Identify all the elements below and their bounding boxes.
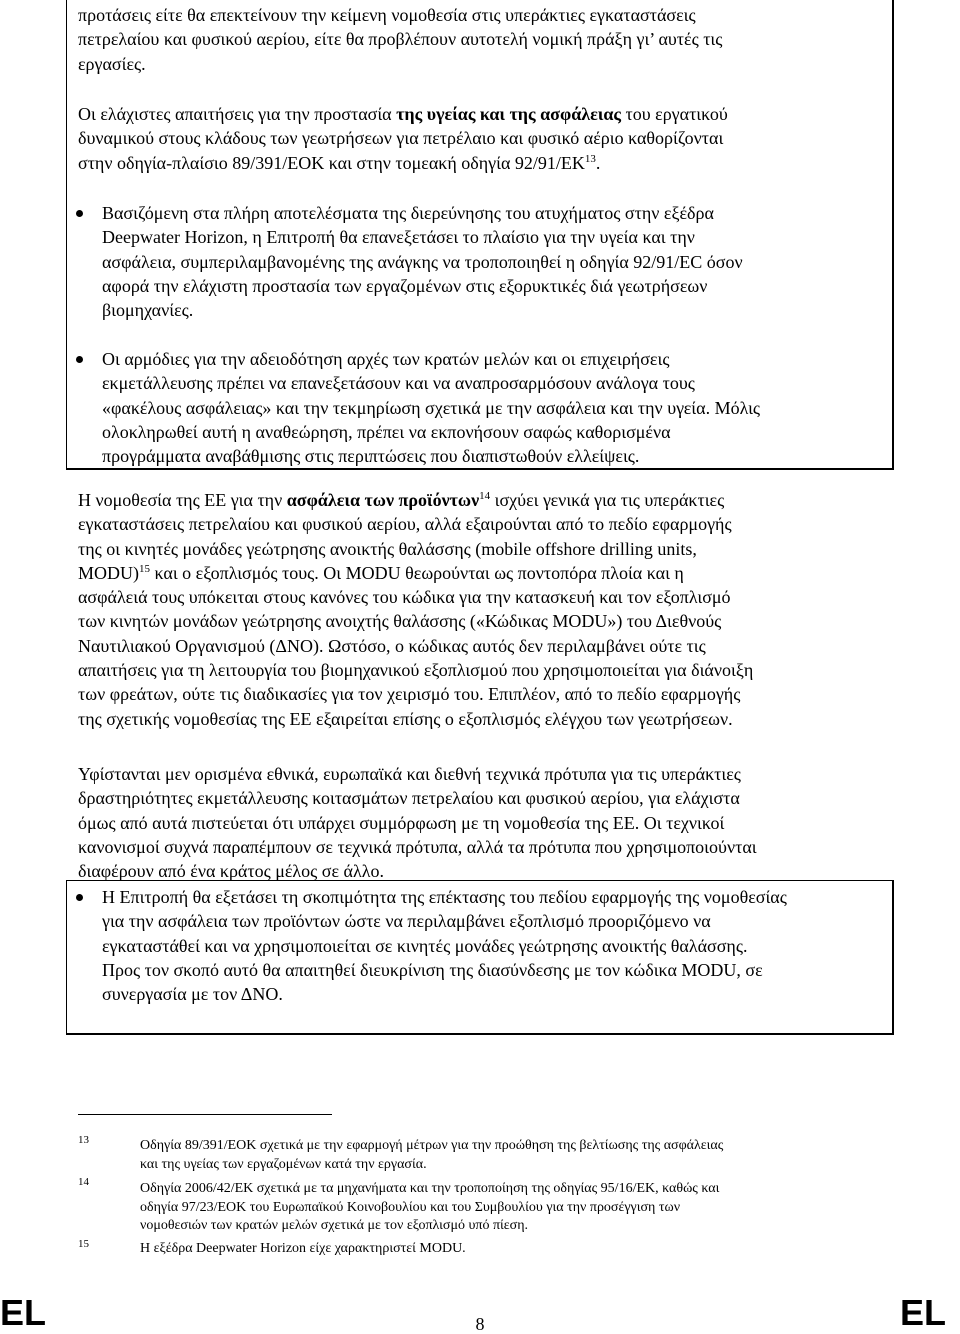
text-line: των φρεάτων, ούτε τις διαδικασίες για τον χειρισμό του. Επιπλέον, από το πεδίο εφαρμογής [78, 684, 741, 705]
text-line: και της υγείας των εργαζομένων κατά την εργασία. [140, 1156, 427, 1172]
text-line: των κινητών μονάδων γεώτρησης ανοιχτής θαλάσσης («Κώδικας MODU») του Διεθνούς [78, 611, 722, 632]
footnote-15 [140, 1240, 886, 1259]
text-line: πετρελαίου και φυσικού αερίου, είτε θα προβλέπουν αυτοτελή νομική πράξη γι’ αυτές τις [78, 29, 723, 50]
product-safety-paragraph [78, 488, 886, 731]
text-line: διαφέρουν από ένα κράτος μέλος σε άλλο. [78, 861, 384, 882]
bullet-icon [76, 210, 83, 217]
footnote-number-14: 14 [78, 1176, 89, 1188]
text-line: Η εξέδρα Deepwater Horizon είχε χαρακτηριστεί MODU. [140, 1241, 466, 1256]
text-line: ασφάλεια, συμπεριλαμβανομένης της ανάγκης να τροποποιηθεί η οδηγία 92/91/EC όσον [102, 251, 743, 272]
text-line: ισχύει γενικά για τις υπεράκτιες [494, 490, 725, 510]
language-code-left: EL [0, 1292, 47, 1333]
page-number: 8 [475, 1314, 485, 1334]
technical-standards-paragraph [78, 762, 886, 883]
footnote-ref-14[interactable]: 14 [479, 490, 491, 502]
text-line: εγκαταστάσεις πετρελαίου και φυσικού αερίου, αλλά εξαιρούνται από το πεδίο εφαρμογής [78, 514, 732, 535]
text-line: Οι αρμόδιες για την αδειοδότηση αρχές των κρατών μελών και οι επιχειρήσεις [102, 349, 670, 369]
bullet-icon [76, 894, 83, 901]
language-code-right: EL [900, 1292, 947, 1333]
bullet-item-licensing-review [102, 347, 886, 468]
text-line: του εργατικού [625, 104, 728, 124]
text-line: δυναμικού στους κλάδους των γεωτρήσεων για πετρέλαιο και φυσικό αέριο καθορίζονται [78, 128, 724, 149]
text-line: εκμετάλλευσης πρέπει να επανεξετάσουν και να αναπροσαρμόσουν ανάλογα τους [102, 373, 695, 394]
text-line: Η νομοθεσία της ΕΕ για την [78, 490, 283, 510]
text-line: «φακέλους ασφάλειας» και την τεκμηρίωση σχετικά με την ασφάλεια και την υγεία. Μόλις [102, 397, 761, 418]
text-line: Deepwater Horizon, η Επιτροπή θα επανεξετάσει το πλαίσιο για την υγεία και την [102, 227, 695, 248]
text-line: της σχετικής νομοθεσίας της ΕΕ εξαιρείται επίσης ο εξοπλισμός ελέγχου των γεωτρήσεων. [78, 708, 733, 729]
bold-phrase: της υγείας και της ασφάλειας [396, 104, 621, 124]
text-line: εγκαταστάθεί και να χρησιμοποιείται σε κινητές μονάδες γεώτρησης ανοικτής θαλάσσης. [102, 935, 748, 956]
health-safety-paragraph [78, 102, 886, 175]
footnote-separator [78, 1114, 332, 1115]
text-line: Οδηγία 2006/42/ΕΚ σχετικά με τα μηχανήματα και την τροποποίηση της οδηγίας 95/16/ΕΚ, καθώς και [140, 1181, 720, 1196]
text-line: και ο εξοπλισμός τους. Οι MODU θεωρούνται ως ποντοπόρα πλοία και η [154, 562, 684, 583]
text-line: ασφάλειά τους υπόκειται στους κανόνες του κώδικα για την κατασκευή και τον εξοπλισμό [78, 587, 731, 608]
text-line: προτάσεις είτε θα επεκτείνουν την κείμενη νομοθεσία στις υπεράκτιες εγκαταστάσεις [78, 5, 696, 25]
footnote-number-13: 13 [78, 1134, 89, 1146]
text-line: προγράμματα αναβάθμισης στις περιπτώσεις που διαπιστωθούν ελλείψεις. [102, 446, 640, 467]
text-line: Υφίστανται μεν ορισμένα εθνικά, ευρωπαϊκά και διεθνή τεχνικά πρότυπα για τις υπεράκτιες [78, 764, 741, 784]
footnote-number-15: 15 [78, 1238, 89, 1250]
text-line: Προς τον σκοπό αυτό θα απαιτηθεί διευκρίνιση της διασύνδεσης με τον κώδικα MODU, σε [102, 959, 763, 980]
footnote-14 [140, 1180, 886, 1236]
text-line: MODU) [78, 562, 139, 583]
text-line: απαιτήσεις για τη λειτουργία του βιομηχανικού εξοπλισμού που χρησιμοποιείται για διάνοιξη [78, 660, 754, 681]
text-line: Η Επιτροπή θα εξετάσει τη σκοπιμότητα της επέκτασης του πεδίου εφαρμογής της νομοθεσίας [102, 887, 787, 907]
continued-paragraph [78, 3, 886, 76]
bullet-item-deepwater-review [102, 201, 886, 322]
bold-phrase: ασφάλεια των προϊόντων [286, 490, 480, 510]
text-line: βιομηχανίες. [102, 300, 194, 321]
text-line: οδηγία 97/23/ΕΟΚ του Ευρωπαϊκού Κοινοβουλίου και του Συμβουλίου για την προσέγγιση των [140, 1199, 681, 1215]
footnote-ref-13[interactable]: 13 [584, 152, 596, 165]
footnote-13 [140, 1137, 886, 1174]
text-line: Οι ελάχιστες απαιτήσεις για την προστασία [78, 104, 392, 124]
text-line: εργασίες. [78, 53, 146, 74]
text-line: δραστηριότητες εκμετάλλευσης κοιτασμάτων πετρελαίου και φυσικού αερίου, για ελάχιστα [78, 788, 740, 809]
text-line: κανονισμοί συχνά παραπέμπουν σε τεχνικά πρότυπα, αλλά τα πρότυπα που χρησιμοποιούνται [78, 836, 757, 857]
text-line: . [595, 152, 601, 173]
text-line: ολοκληρωθεί αυτή η αναθεώρηση, πρέπει να εκπονήσουν σαφώς καθορισμένα [102, 421, 671, 442]
text-line: Οδηγία 89/391/ΕΟΚ σχετικά με την εφαρμογή μέτρων για την προώθηση της βελτίωσης της ασφάλειας [140, 1138, 724, 1153]
text-line: στην οδηγία-πλαίσιο 89/391/ΕΟΚ και στην τομεακή οδηγία 92/91/ΕΚ [78, 152, 585, 173]
bullet-item-product-scope [102, 885, 886, 1006]
text-line: νομοθεσιών των κρατών μελών σχετικά με τον εξοπλισμό υπό πίεση. [140, 1218, 529, 1233]
footnote-ref-15[interactable]: 15 [139, 562, 150, 575]
text-line: όμως από αυτά πιστεύεται ότι υπάρχει συμμόρφωση με τη νομοθεσία της ΕΕ. Οι τεχνικοί [78, 812, 725, 833]
text-line: αφορά την ελάχιστη προστασία των εργαζομένων στις εξορυκτικές διά γεωτρήσεων [102, 275, 708, 296]
text-line: Ναυτιλιακού Οργανισμού (ΔΝΟ). Ωστόσο, ο κώδικας αυτός δεν περιλαμβάνει ούτε τις [78, 635, 706, 656]
text-line: Βασιζόμενη στα πλήρη αποτελέσματα της διερεύνησης του ατυχήματος στην εξέδρα [102, 203, 714, 223]
text-line: της οι κινητές μονάδες γεώτρησης ανοικτής θαλάσσης (mobile offshore drilling units, [78, 538, 697, 559]
bullet-icon [76, 356, 83, 363]
text-line: συνεργασία με τον ΔΝΟ. [102, 984, 283, 1005]
text-line: για την ασφάλεια των προϊόντων ώστε να περιλαμβάνει εξοπλισμό προοριζόμενο να [102, 911, 711, 932]
